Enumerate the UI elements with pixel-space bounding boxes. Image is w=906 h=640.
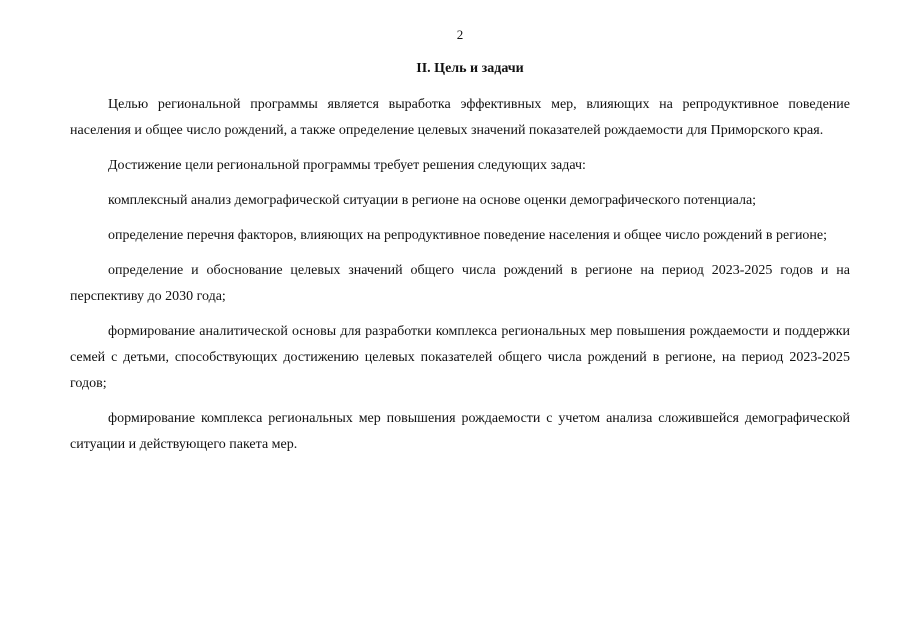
paragraph-task-analysis: комплексный анализ демографической ситуации в регионе на основе оценки демографического потенциала; bbox=[108, 193, 757, 208]
page-number: 2 bbox=[456, 27, 464, 42]
section-title: II. Цель и задачи bbox=[416, 61, 524, 76]
paragraph-goal: Целью региональной программы является выработка эффективных мер, влияющих на репродуктивное поведение населения и общее число рождений, а также определение целевых значений показателей рождаемости для Приморского края. bbox=[70, 97, 850, 138]
paragraph-task-basis: формирование аналитической основы для разработки комплекса региональных мер повышения рождаемости и поддержки семей с детьми, способствующих достижению целевых показателей общего числа рождений в регионе, на период 2023-2025 годов; bbox=[70, 324, 850, 391]
paragraph-tasks-intro: Достижение цели региональной программы требует решения следующих задач: bbox=[108, 158, 586, 173]
paragraph-task-targets: определение и обоснование целевых значений общего числа рождений в регионе на период 2023-2025 годов и на перспективу до 2030 года; bbox=[70, 263, 850, 304]
paragraph-task-measures: формирование комплекса региональных мер повышения рождаемости с учетом анализа сложившейся демографической ситуации и действующего пакета мер. bbox=[70, 411, 850, 452]
paragraph-task-factors: определение перечня факторов, влияющих на репродуктивное поведение населения и общее число рождений в регионе; bbox=[108, 228, 828, 243]
body-text bbox=[70, 92, 850, 467]
